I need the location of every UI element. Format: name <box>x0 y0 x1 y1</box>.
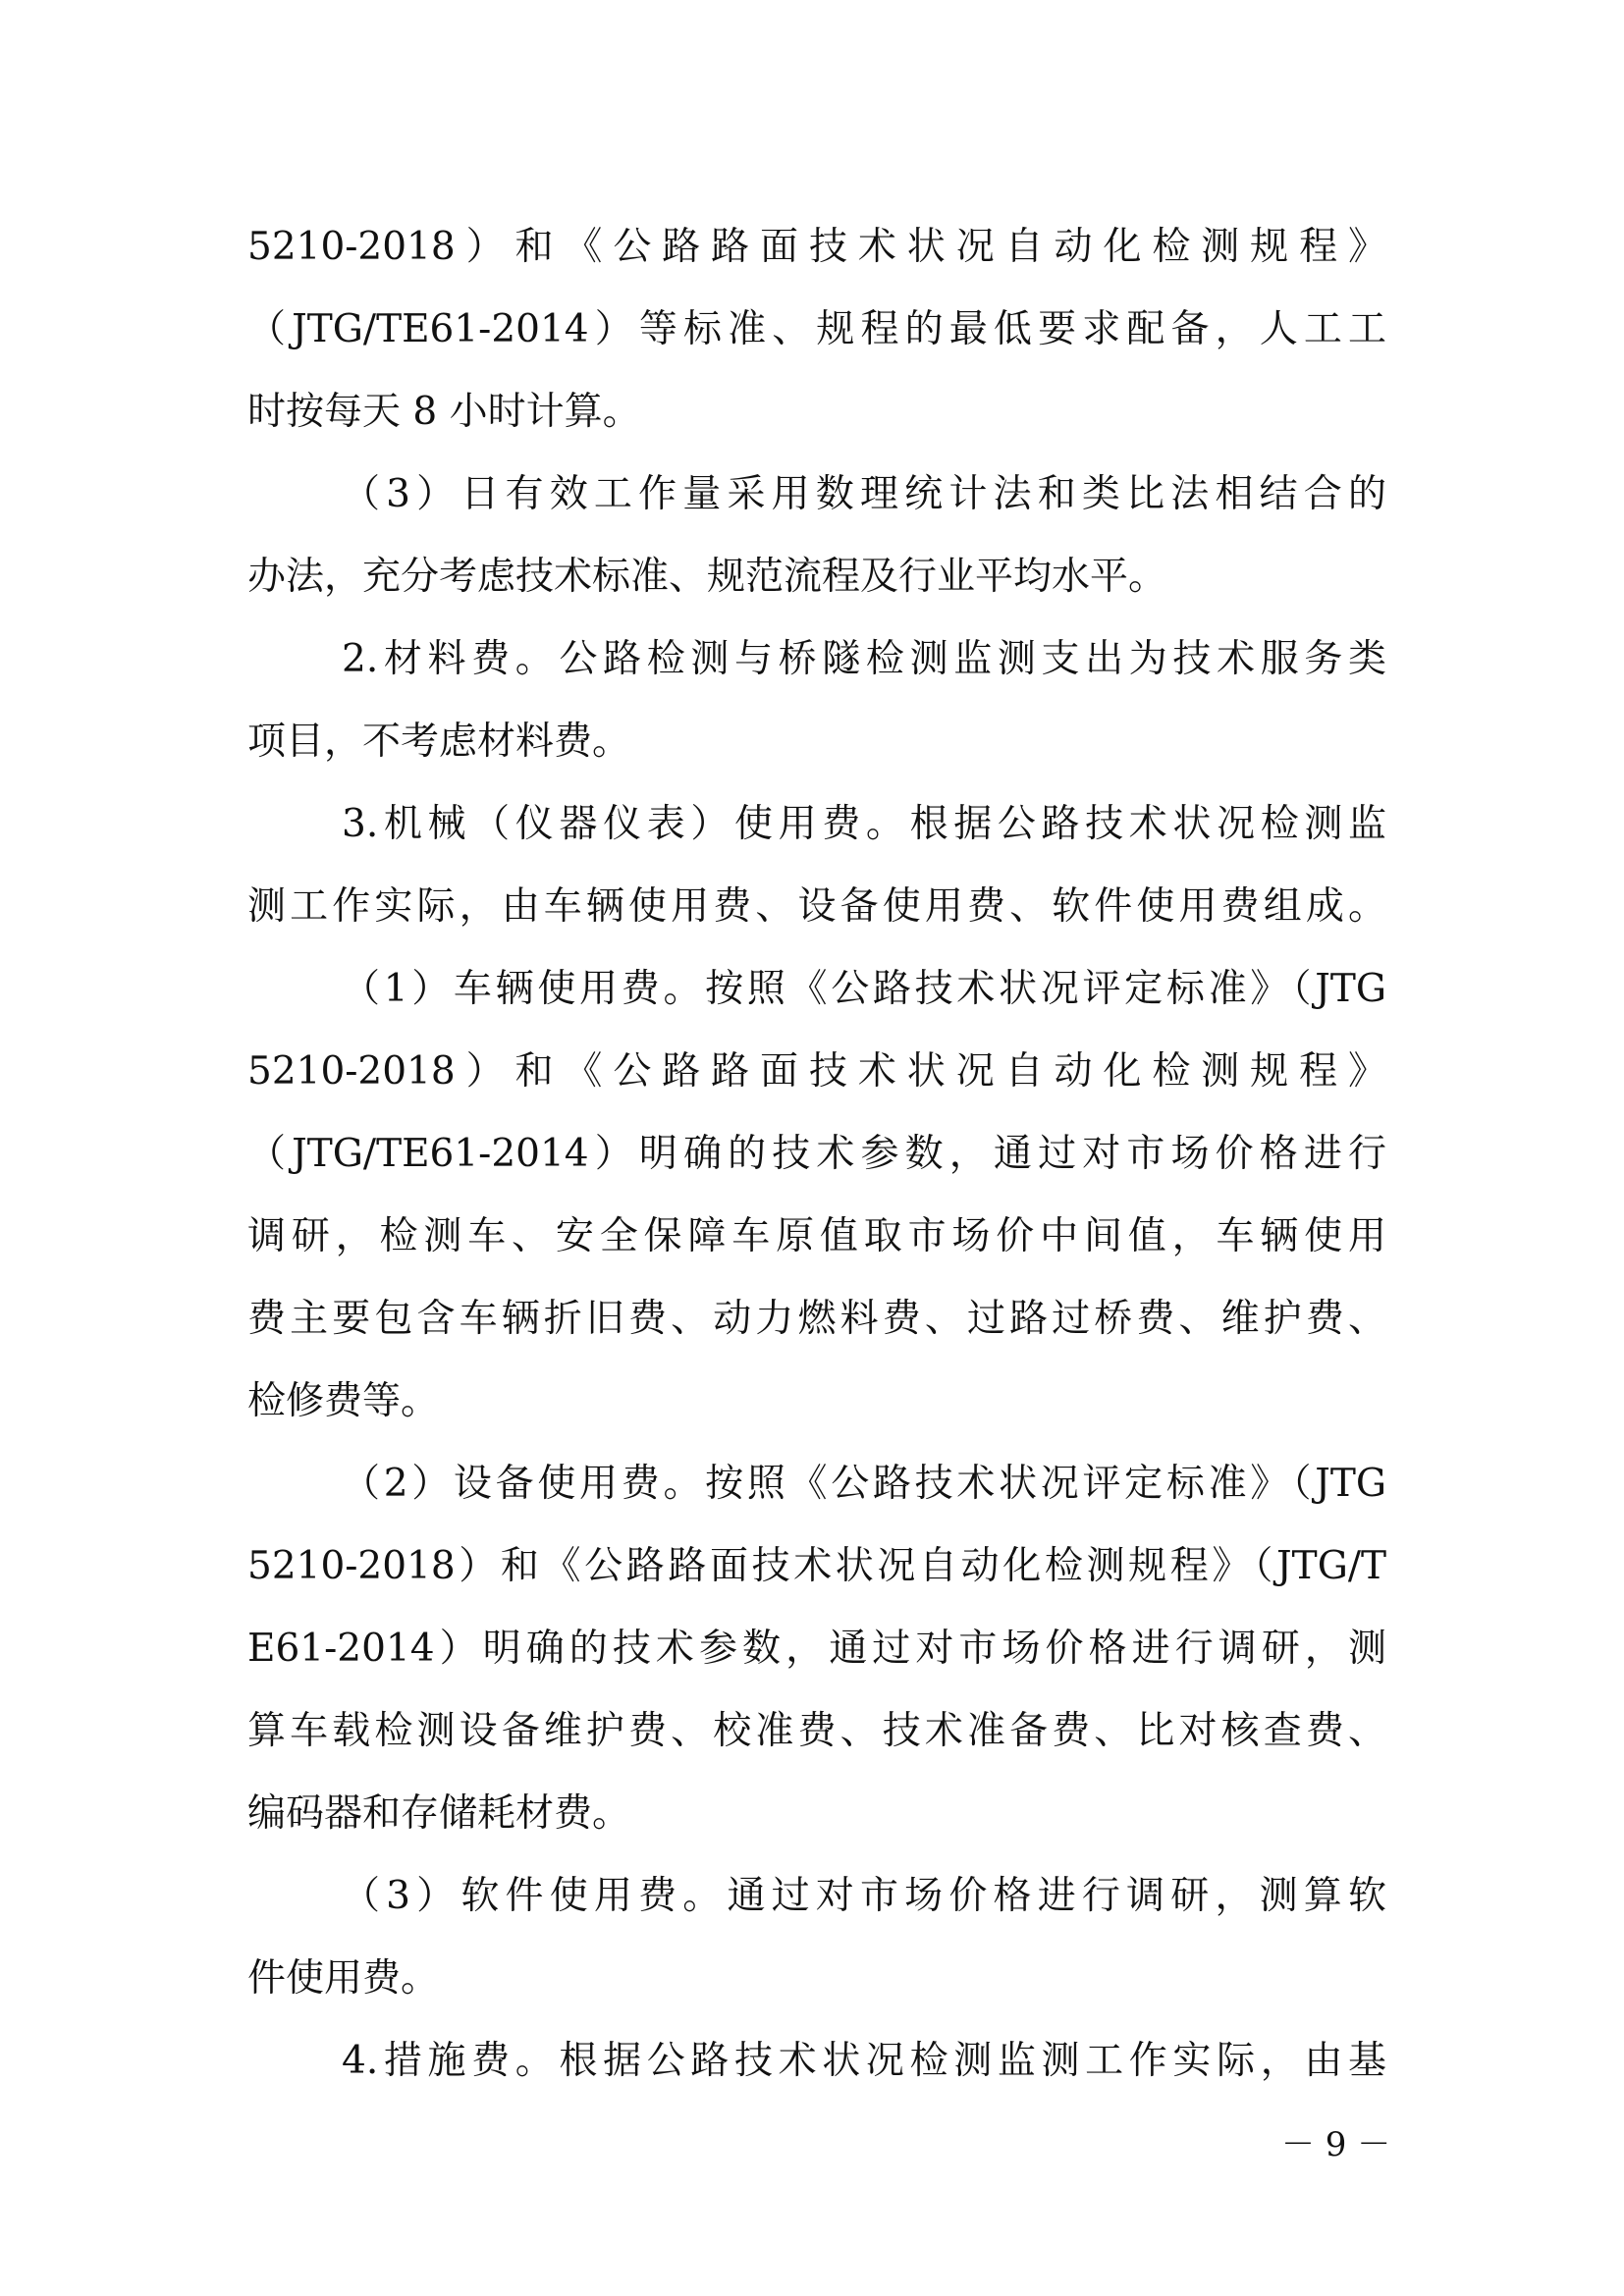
text-line: 项目，不考虑材料费。 <box>247 720 631 764</box>
text-line: （1）车辆使用费。按照《公路技术状况评定标准》（JTG <box>342 967 1386 1011</box>
text-line: 5210-2018）和《公路路面技术状况自动化检测规程》 <box>247 1049 1386 1094</box>
page-number: － 9 － <box>1281 2125 1391 2164</box>
text-line: 时按每天 8 小时计算。 <box>247 390 641 434</box>
text-line: 调研，检测车、安全保障车原值取市场价中间值，车辆使用 <box>247 1214 1386 1258</box>
text-line: 检修费等。 <box>247 1379 440 1423</box>
text-line: （JTG/TE61-2014）明确的技术参数，通过对市场价格进行 <box>247 1132 1386 1176</box>
text-line: 测工作实际，由车辆使用费、设备使用费、软件使用费组成。 <box>247 884 1386 929</box>
text-line: 2.材料费。公路检测与桥隧检测监测支出为技术服务类 <box>342 637 1386 681</box>
text-line: E61-2014）明确的技术参数，通过对市场价格进行调研，测 <box>247 1627 1386 1671</box>
text-line: （2）设备使用费。按照《公路技术状况评定标准》（JTG <box>342 1462 1386 1506</box>
text-line: 费主要包含车辆折旧费、动力燃料费、过路过桥费、维护费、 <box>247 1297 1386 1341</box>
text-line: 算车载检测设备维护费、校准费、技术准备费、比对核查费、 <box>247 1709 1386 1753</box>
text-line: （3）软件使用费。通过对市场价格进行调研，测算软 <box>342 1874 1386 1918</box>
text-line: （JTG/TE61-2014）等标准、规程的最低要求配备，人工工 <box>247 307 1386 351</box>
text-line: 3.机械（仪器仪表）使用费。根据公路技术状况检测监 <box>342 802 1386 846</box>
text-line: 4.措施费。根据公路技术状况检测监测工作实际，由基 <box>342 2039 1386 2083</box>
text-line: 编码器和存储耗材费。 <box>247 1791 631 1836</box>
text-line: 件使用费。 <box>247 1956 440 2001</box>
text-line: 办法，充分考虑技术标准、规范流程及行业平均水平。 <box>247 555 1167 599</box>
text-line: （3）日有效工作量采用数理统计法和类比法相结合的 <box>342 472 1386 516</box>
text-line: 5210-2018）和《公路路面技术状况自动化检测规程》 <box>247 225 1386 269</box>
text-line: 5210-2018）和《公路路面技术状况自动化检测规程》（JTG/T <box>247 1544 1386 1588</box>
